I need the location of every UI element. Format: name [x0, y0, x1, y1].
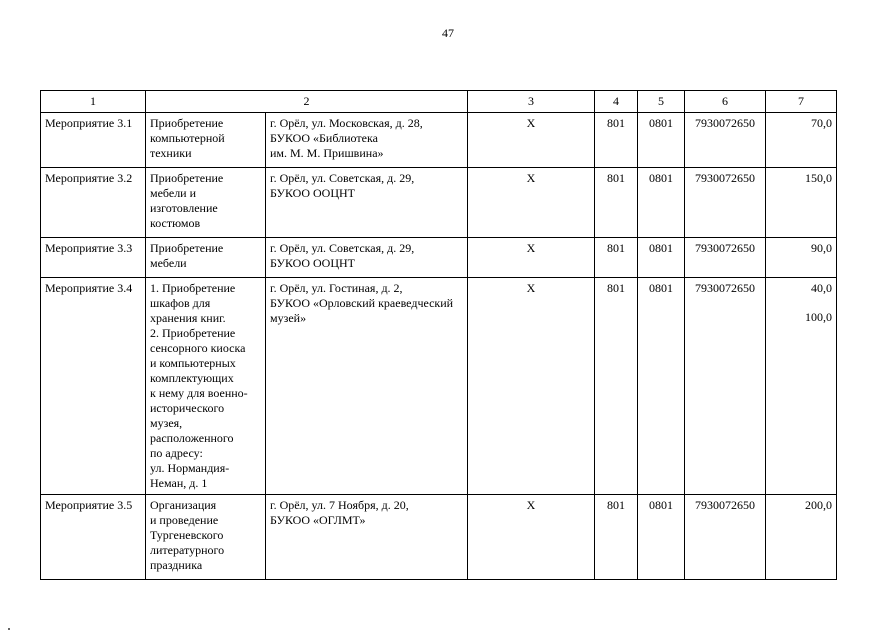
col3-cell: Х	[468, 113, 595, 168]
amount-cell: 200,0	[766, 495, 837, 580]
amount-cell: 90,0	[766, 238, 837, 278]
col4-cell: 801	[595, 113, 638, 168]
col6-cell: 7930072650	[685, 278, 766, 495]
address-cell: г. Орёл, ул. Советская, д. 29, БУКОО ООЦНТ	[266, 168, 468, 238]
table-row	[41, 238, 837, 278]
col4-cell: 801	[595, 168, 638, 238]
event-cell: Мероприятие 3.3	[41, 238, 146, 278]
page-number: 47	[442, 26, 454, 40]
header-col-4: 4	[595, 91, 638, 113]
col4-cell: 801	[595, 238, 638, 278]
budget-table	[40, 90, 837, 580]
event-cell: Мероприятие 3.4	[41, 278, 146, 495]
event-cell: Мероприятие 3.5	[41, 495, 146, 580]
col3-cell: Х	[468, 168, 595, 238]
amount-value-1: 40,0	[811, 281, 832, 295]
col6-cell: 7930072650	[685, 238, 766, 278]
col3-cell: Х	[468, 495, 595, 580]
col6-cell: 7930072650	[685, 113, 766, 168]
amount-cell: 150,0	[766, 168, 837, 238]
address-cell: г. Орёл, ул. Московская, д. 28, БУКОО «Библиотека им. М. М. Пришвина»	[266, 113, 468, 168]
col3-cell: Х	[468, 278, 595, 495]
col6-cell: 7930072650	[685, 168, 766, 238]
table-row	[41, 495, 837, 580]
table-header	[41, 91, 837, 113]
header-col-5: 5	[638, 91, 685, 113]
amount-cell: 70,0	[766, 113, 837, 168]
col5-cell: 0801	[638, 238, 685, 278]
description-cell: 1. Приобретение шкафов для хранения книг. 2. Приобретение сенсорного киоска и компьютерных комплектующих к нему для военно- исторического музея, расположенного по адресу: ул. Нормандия- Неман, д. 1	[146, 278, 266, 495]
address-cell: г. Орёл, ул. 7 Ноября, д. 20, БУКОО «ОГЛМТ»	[266, 495, 468, 580]
table-row	[41, 278, 837, 495]
header-row	[41, 91, 837, 113]
header-col-1: 1	[41, 91, 146, 113]
event-cell: Мероприятие 3.2	[41, 168, 146, 238]
header-col-6: 6	[685, 91, 766, 113]
table-row	[41, 113, 837, 168]
amount-cell	[766, 278, 837, 495]
event-cell: Мероприятие 3.1	[41, 113, 146, 168]
amount-value-2: 100,0	[805, 310, 832, 324]
col4-cell: 801	[595, 495, 638, 580]
amount-spacer	[770, 296, 832, 310]
address-cell: г. Орёл, ул. Советская, д. 29, БУКОО ООЦНТ	[266, 238, 468, 278]
description-cell: Приобретение мебели	[146, 238, 266, 278]
col3-cell: Х	[468, 238, 595, 278]
table-body	[41, 113, 837, 580]
col5-cell: 0801	[638, 168, 685, 238]
col5-cell: 0801	[638, 113, 685, 168]
col4-cell: 801	[595, 278, 638, 495]
description-cell: Приобретение компьютерной техники	[146, 113, 266, 168]
table-row	[41, 168, 837, 238]
description-cell: Приобретение мебели и изготовление костюмов	[146, 168, 266, 238]
header-col-7: 7	[766, 91, 837, 113]
col6-cell: 7930072650	[685, 495, 766, 580]
col5-cell: 0801	[638, 278, 685, 495]
header-col-2: 2	[146, 91, 468, 113]
col5-cell: 0801	[638, 495, 685, 580]
description-cell: Организация и проведение Тургеневского литературного праздника	[146, 495, 266, 580]
scan-speck	[8, 628, 10, 630]
header-col-3: 3	[468, 91, 595, 113]
address-cell: г. Орёл, ул. Гостиная, д. 2, БУКОО «Орловский краеведческий музей»	[266, 278, 468, 495]
